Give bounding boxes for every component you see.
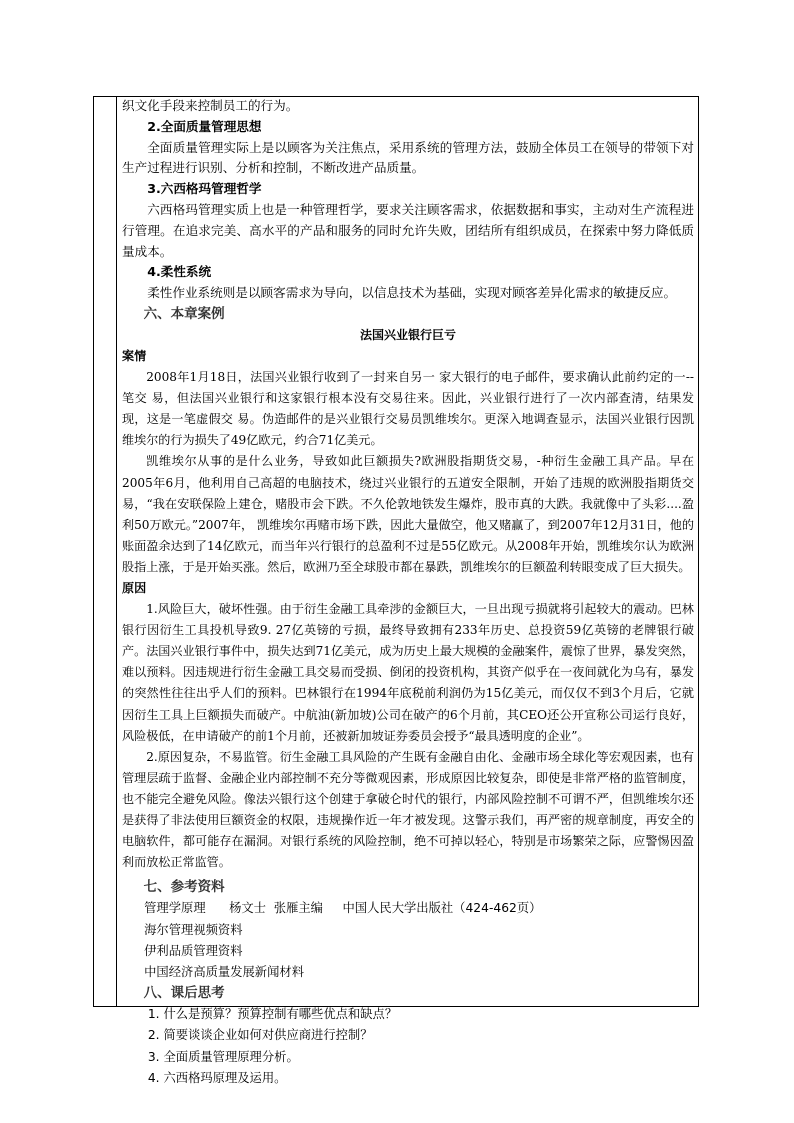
question-item: 4. 六西格玛原理及运用。	[147, 1070, 287, 1085]
question-item: 1. 什么是预算？预算控制有哪些优点和缺点？	[147, 1007, 398, 1022]
case-facts-label: 案情	[122, 348, 147, 363]
case-facts-paragraph: 2008年1月18日，法国兴业银行收到了一封来自另一 家大银行的电子邮件，要求确认此前约定的一--笔交 易，但法国兴业银行和这家银行根本没有交易往来。因此，兴业银行进行了一次内部查清，结果发现，这是一笔虚假交 易。伪造邮件的是兴业银行交易员凯维埃尔。更深入地调查显示，法国兴业银行因凯维埃尔的行为损失了49亿欧元，约合71亿美元。	[122, 370, 694, 448]
case-title: 法国兴业银行巨亏	[359, 327, 456, 342]
six-sigma-body: 六西格玛管理实质上也是一种管理哲学，要求关注顾客需求，依据数据和事实，主动对生产流程进行管理。在追求完美、高水平的产品和服务的同时允许失败，团结所有组织成员，在探索中努力降低质量成本。	[122, 201, 694, 259]
tqm-title: 2.全面质量管理思想	[147, 118, 262, 134]
flexible-title: 4.柔性系统	[147, 264, 212, 280]
case-facts-paragraph: 凯维埃尔从事的是什么业务，导致如此巨额损失?欧洲股指期货交易，-种衍生金融工具产品。早在2005年6月，他利用自己高超的电脑技术，绕过兴业银行的五道安全限制，开始了违规的欧洲股指期货交易，“我在安联保险上建仓，赌股市会下跌。不久伦敦地铁发生爆炸，股市真的大跌。我就像中了头彩....盈利50万欧元。”2007年， 凯维埃尔再赌市场下跌，因此大量做空，他又赌赢了，到2007年12月31日，他的账面盈余达到了14亿欧元，而当年兴行银行的总盈利不过是55亿欧元。从2008年开始，凯维埃尔认为欧洲股指上涨，于是开始买涨。然后，欧洲乃至全球股市都在暴跌，凯维埃尔的巨额盈利转眼变成了巨大损失。	[122, 454, 694, 574]
column-divider	[116, 96, 117, 1006]
case-reasons-paragraph: 2.原因复杂，不易监管。衍生金融工具风险的产生既有金融自由化、金融市场全球化等宏观因素，也有管理层疏于监督、金融企业内部控制不充分等微观因素，形成原因比较复杂，即使是非常严格的监管制度，也不能完全避免风险。像法兴银行这个创建于拿破仑时代的银行，内部风险控制不可谓不严，但凯维埃尔还是获得了非法使用巨额资金的权限，违规操作近一年才被发现。这警示我们，再严密的规章制度，再安全的电脑软件，都可能存在漏洞。对银行系统的风险控制，绝不可掉以轻心，特别是市场繁荣之际，应警惕因盈利而放松正常监管。	[122, 749, 694, 870]
flexible-body: 柔性作业系统则是以顾客需求为导向，以信息技术为基础，实现对顾客差异化需求的敏捷反应。	[147, 285, 677, 301]
case-heading: 六、本章案例	[143, 305, 225, 322]
table-frame	[93, 96, 699, 1085]
case-reasons-paragraph: 1.风险巨大，破坏性强。由于衍生金融工具牵涉的金额巨大，一旦出现亏损就将引起较大的震动。巴林银行因衍生工具投机导致9. 27亿英镑的亏损，最终导致拥有233年历史、总投资59亿英镑的老牌银行破产。法国兴业银行事件中，损失达到71亿美元，成为历史上最大规模的金融案件，震惊了世界，暴发突然，难以预料。因违规进行衍生金融工具交易而受损、倒闭的投资机构，其资产似乎在一夜间就化为乌有，暴发的突然性往往出乎人们的预料。巴林银行在1994年底税前利润仍为15亿美元，而仅仅不到3个月后，它就因衍生工具上巨额损失而破产。中航油(新加坡)公司在破产的6个月前，其CEO还公开宣称公司运行良好，风险极低，在申请破产的前1个月前，还被新加坡证券委员会授予“最具透明度的企业”。	[122, 602, 694, 743]
reference-item: 海尔管理视频资料	[144, 922, 243, 937]
case-reasons-label: 原因	[122, 581, 147, 595]
reference-item: 管理学原理 杨文士 张雁主编 中国人民大学出版社（424-462页）	[144, 901, 542, 916]
question-item: 2. 简要谈谈企业如何对供应商进行控制？	[147, 1028, 373, 1043]
tqm-body: 全面质量管理实际上是以顾客为关注焦点，采用系统的管理方法，鼓励全体员工在领导的带领下对生产过程进行识别、分析和控制，不断改进产品质量。	[122, 139, 694, 176]
references-heading: 七、参考资料	[143, 879, 225, 896]
org-culture-tail: 织文化手段来控制员工的行为。	[122, 98, 299, 113]
question-item: 3. 全面质量管理原理分析。	[147, 1049, 299, 1064]
reference-item: 伊利品质管理资料	[144, 943, 243, 958]
six-sigma-title: 3.六西格玛管理哲学	[147, 181, 262, 197]
questions-heading: 八、课后思考	[143, 985, 225, 1002]
reference-item: 中国经济高质量发展新闻材料	[144, 964, 304, 979]
content-cell	[122, 96, 694, 1089]
